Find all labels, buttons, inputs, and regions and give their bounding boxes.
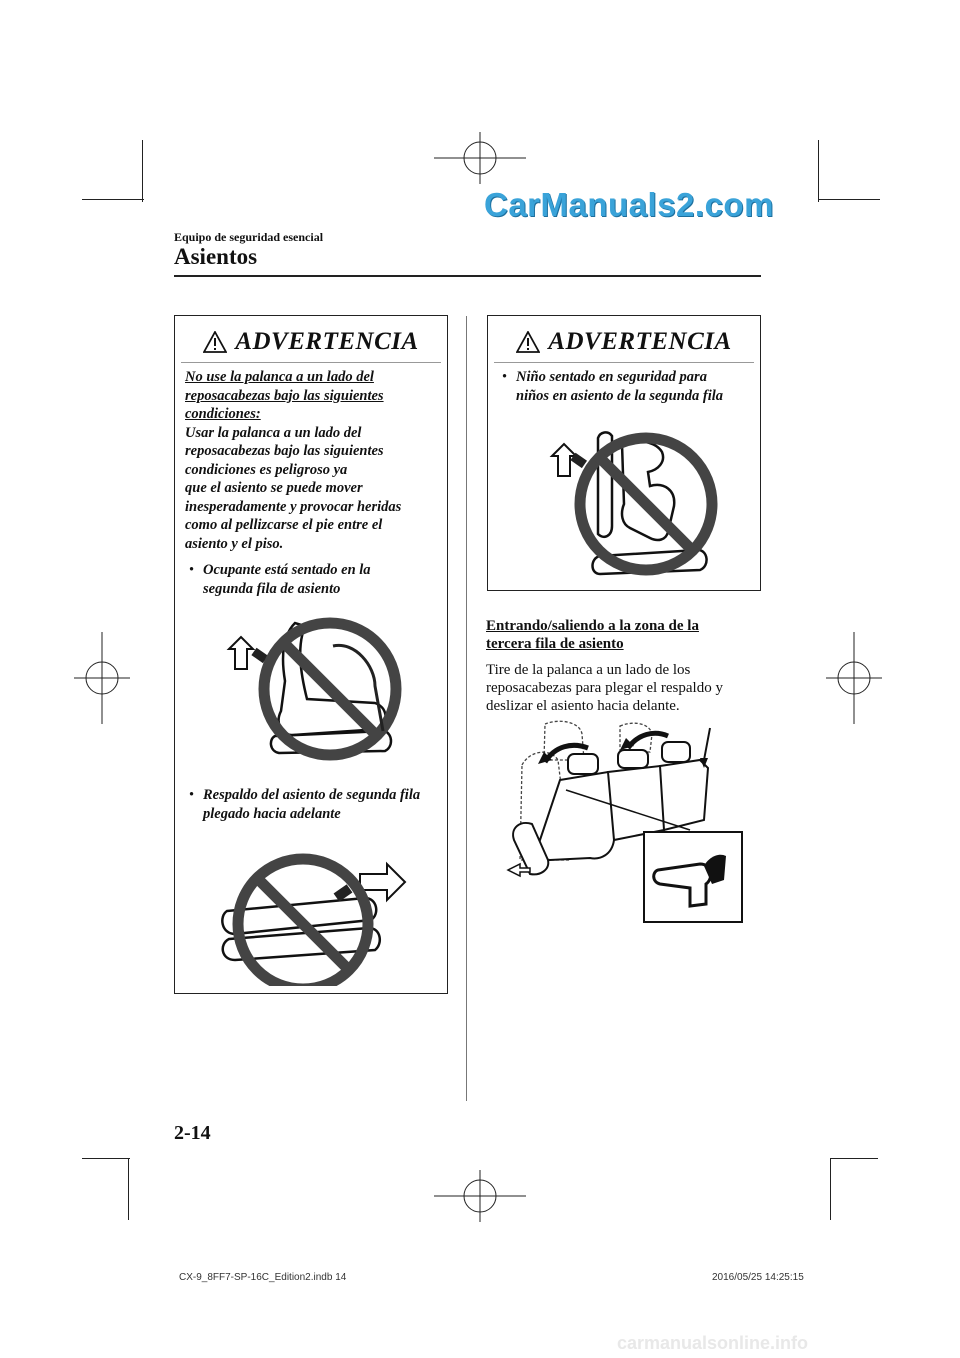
bullet-line: Respaldo del asiento de segunda fila [203,787,421,803]
section-subheading [486,617,761,653]
page-title: Asientos [174,244,258,269]
paragraph-line: reposacabezas para plegar el respaldo y [486,680,723,696]
warning-text [185,368,437,598]
warning-title: ADVERTENCIA [235,328,419,355]
footer-timestamp: 2016/05/25 14:25:15 [712,1272,804,1283]
bullet-line: niños en asiento de la segunda fila [516,387,724,404]
warning-box-left [174,315,448,994]
bullet-dot: • [189,787,195,803]
warning-line: condiciones es peligroso ya [185,461,348,478]
warning-line: Usar la palanca a un lado del [185,424,362,441]
warning-header [181,322,441,363]
warning-bullet [185,561,437,598]
seat-occupied-prohibited-illustration [215,611,415,761]
column-divider [466,316,467,1101]
bullet-line: Ocupante está sentado en la [203,562,371,578]
page-number: 2-14 [174,1122,211,1144]
footer-file-info: CX-9_8FF7-SP-16C_Edition2.indb 14 [179,1272,347,1283]
bullet-line: segunda fila de asiento [203,580,341,597]
warning-heading: No use la palanca a un lado del reposacabezas bajo las siguientes condiciones: [185,369,384,422]
seatback-folded-prohibited-illustration [215,836,415,986]
warning-box-right [487,315,761,591]
subheading-line: tercera fila de asiento [486,636,624,652]
registration-mark-right [826,632,882,724]
warning-line: asiento y el piso. [185,535,284,552]
paragraph-line: deslizar el asiento hacia delante. [486,698,680,714]
warning-title: ADVERTENCIA [548,328,732,355]
subheading-line: Entrando/saliendo a la zona de la [486,618,699,634]
bottom-watermark: carmanualsonline.info [617,1333,809,1353]
warning-bullet [498,368,750,405]
watermark-logo: CarManuals2.com [484,186,774,223]
section-label: Equipo de seguridad esencial [174,230,324,244]
registration-mark-left [74,632,130,724]
child-seat-prohibited-illustration [538,416,738,581]
section-paragraph [486,661,761,715]
warning-line: que el asiento se puede mover [185,480,363,496]
warning-header [494,322,754,363]
bullet-line: Niño sentado en seguridad para [516,369,707,385]
bullet-dot: • [502,369,508,385]
registration-mark-bottom [434,1170,526,1222]
paragraph-line: Tire de la palanca a un lado de los [486,662,691,678]
warning-line: como al pellizcarse el pie entre el [185,517,383,533]
registration-mark-top [434,132,526,184]
third-row-access-illustration [500,720,745,925]
warning-triangle-icon [516,331,540,353]
bullet-dot: • [189,562,195,578]
warning-bullet [185,786,437,823]
header-rule [174,275,761,277]
warning-line: reposacabezas bajo las siguientes [185,443,384,459]
warning-triangle-icon [203,331,227,353]
warning-text [498,368,750,405]
warning-text-2 [185,786,437,823]
warning-line: inesperadamente y provocar heridas [185,498,402,515]
bullet-line: plegado hacia adelante [203,805,341,822]
